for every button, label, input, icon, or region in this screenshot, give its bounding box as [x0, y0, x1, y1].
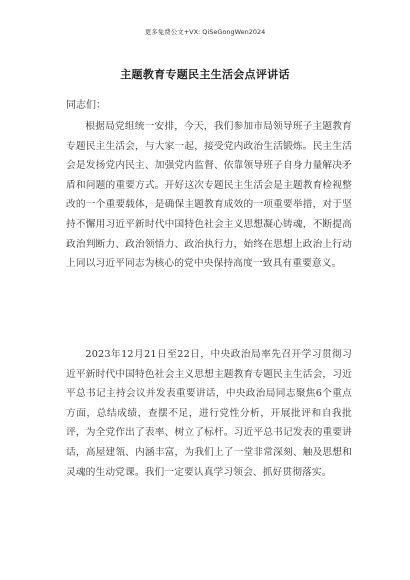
header-note: 更多免费公文+VX: QiSeGongWen2024	[144, 28, 266, 36]
salutation: 同志们：	[66, 100, 106, 111]
document-title: 主题教育专题民主生活会点评讲话	[120, 68, 290, 81]
paragraph-1: 根据局党组统一安排，今天，我们参加市局领导班子主题教育专题民主生活会，与大家一起，接受党内政治生活锻炼。民主生活会是发扬党内民主、加强党内监督、依靠领导班子自身力量解决矛盾和问题的重要方式。开好这次专题民主生活会是主题教育检视整改的一个重要载体，是确保主题教育成效的一项重要举措，对于坚持不懈用习近平新时代中国特色社会主义思想凝心铸魂，不断提高政治判断力、政治领悟力、政治执行力，始终在思想上政治上行动上同以习近平同志为核心的党中央保持高度一致具有重要意义。	[66, 121, 352, 270]
paragraph-2: 2023年12月21日至22日，中央政治局率先召开学习贯彻习近平新时代中国特色社会主义思想主题教育专题民主生活会，习近平总书记主持会议并发表重要讲话，中央政治局同志聚焦6个重点方面，总结成绩，查摆不足，进行党性分析，开展批评和自我批评，为全党作出了表率、树立了标杆。习近平总书记发表的重要讲话，高屋建瓴、内涵丰富，为我们上了一堂非常深刻、触及思想和灵魂的生动党课。我们一定要认真学习领会、抓好贯彻落实。	[66, 349, 352, 478]
